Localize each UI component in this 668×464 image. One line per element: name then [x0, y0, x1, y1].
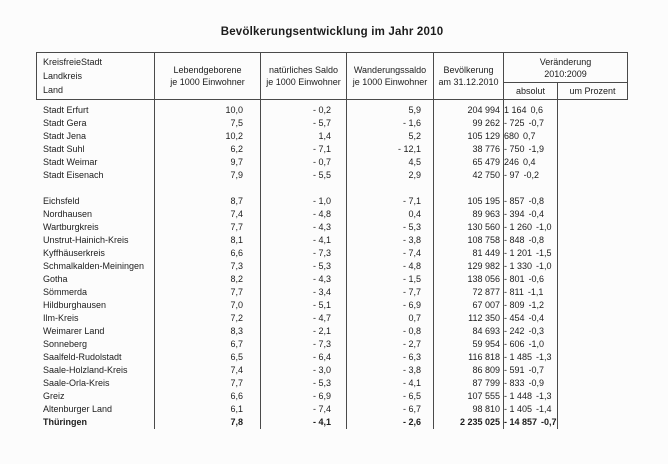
cell-change-percent: -1,0: [536, 222, 552, 232]
cell-migration-balance: - 6,9: [402, 300, 421, 310]
cell-migration-balance: 5,2: [408, 131, 421, 141]
cell-change-percent: [508, 182, 515, 195]
cell-change-percent: -0,8: [528, 235, 545, 245]
cell-migration-balance: 5,9: [408, 105, 421, 115]
table-row: [36, 416, 628, 429]
cell-change-absolute: - 857: [504, 196, 525, 206]
cell-natural-balance: - 7,3: [312, 248, 331, 258]
cell-births-rate: 6,7: [230, 339, 243, 349]
cell-population: 112 350: [468, 313, 500, 323]
cell-region: Saalfeld-Rudolstadt: [43, 352, 122, 362]
header-region-line1: KreisfreieStadt: [43, 57, 103, 67]
cell-natural-balance: - 4,1: [312, 235, 331, 245]
table-header: [36, 52, 628, 100]
cell-migration-balance: - 6,3: [402, 352, 421, 362]
cell-change-absolute: 680: [504, 131, 520, 141]
cell-natural-balance: - 7,1: [312, 144, 331, 154]
cell-natural-balance: - 5,5: [312, 170, 331, 180]
spacer-row: [36, 182, 628, 195]
cell-births-rate: 9,7: [230, 157, 243, 167]
cell-change-absolute: - 833: [504, 378, 525, 388]
cell-change-absolute: - 1 201: [504, 248, 533, 258]
cell-population: [434, 182, 504, 195]
header-change-absolute: absolut: [504, 83, 558, 99]
cell-change-percent: -1,4: [536, 404, 552, 414]
cell-births-rate: [155, 182, 261, 195]
cell-change-absolute: - 14 857: [504, 417, 538, 427]
cell-change-percent: -0,4: [528, 209, 545, 219]
cell-change-absolute: - 591: [504, 365, 525, 375]
cell-region: Nordhausen: [43, 209, 93, 219]
cell-natural-balance: - 6,4: [312, 352, 331, 362]
header-region-line3: Land: [43, 85, 64, 95]
cell-change-percent: -0,8: [528, 196, 545, 206]
cell-region: Altenburger Land: [43, 404, 113, 414]
cell-change-percent: -0,6: [528, 274, 545, 284]
cell-change-absolute: - 1 485: [504, 352, 533, 362]
cell-natural-balance: - 5,7: [312, 118, 331, 128]
cell-change-percent: -1,0: [536, 261, 552, 271]
cell-population: 81 449: [472, 248, 500, 258]
table-row: [36, 286, 628, 299]
table-row: [36, 260, 628, 273]
header-population-line1: Bevölkerung: [443, 65, 494, 75]
cell-change-percent: -1,2: [528, 300, 545, 310]
header-region-line2: Landkreis: [43, 71, 83, 81]
column-separator-2: [260, 100, 261, 429]
cell-change-percent: 0,4: [523, 157, 536, 167]
cell-change-absolute: - 848: [504, 235, 525, 245]
table-row: [36, 390, 628, 403]
header-change-line1: Veränderung: [539, 56, 592, 67]
table-row: [36, 377, 628, 390]
page-title: Bevölkerungsentwicklung im Jahr 2010: [220, 26, 444, 38]
cell-natural-balance: - 6,9: [312, 391, 331, 401]
cell-change-percent: -0,3: [528, 326, 545, 336]
cell-natural-balance: [261, 182, 347, 195]
cell-change-percent: -1,9: [528, 144, 545, 154]
cell-change-percent: -0,7: [528, 365, 545, 375]
header-live-births: [155, 53, 261, 99]
cell-births-rate: 7,8: [230, 417, 243, 427]
cell-migration-balance: [347, 182, 434, 195]
cell-region: Kyffhäuserkreis: [43, 248, 105, 258]
cell-change-percent: -0,2: [523, 170, 540, 180]
cell-natural-balance: - 0,2: [312, 105, 331, 115]
cell-region: Stadt Gera: [43, 118, 87, 128]
cell-migration-balance: - 4,8: [402, 261, 421, 271]
cell-births-rate: 10,0: [225, 105, 243, 115]
cell-population: 42 750: [472, 170, 500, 180]
cell-region: Stadt Erfurt: [43, 105, 89, 115]
cell-births-rate: 6,1: [230, 404, 243, 414]
table-row: [36, 299, 628, 312]
cell-migration-balance: - 0,8: [402, 326, 421, 336]
cell-change-absolute: - 1 405: [504, 404, 533, 414]
cell-region: Hildburghausen: [43, 300, 107, 310]
cell-population: 65 479: [472, 157, 500, 167]
cell-change-percent: -1,1: [527, 287, 544, 297]
cell-change-percent: -0,9: [528, 378, 545, 388]
cell-migration-balance: - 7,7: [402, 287, 421, 297]
cell-region: Stadt Weimar: [43, 157, 98, 167]
cell-change-percent: 0,7: [523, 131, 536, 141]
cell-change-absolute: - 801: [504, 274, 525, 284]
cell-population: 84 693: [472, 326, 500, 336]
cell-change-percent: -1,3: [536, 352, 552, 362]
table-row: [36, 247, 628, 260]
table-row: [36, 143, 628, 156]
cell-population: 86 809: [472, 365, 500, 375]
cell-change-absolute: - 1 330: [504, 261, 533, 271]
cell-births-rate: 7,7: [230, 222, 243, 232]
table-row: [36, 273, 628, 286]
table-row: [36, 234, 628, 247]
cell-region: Ilm-Kreis: [43, 313, 79, 323]
cell-births-rate: 7,4: [230, 365, 243, 375]
header-natural-balance-line2: je 1000 Einwohner: [266, 77, 341, 87]
cell-migration-balance: 0,7: [408, 313, 421, 323]
cell-population: 67 007: [472, 300, 500, 310]
column-separator-3: [346, 100, 347, 429]
table-body: [36, 100, 628, 430]
cell-natural-balance: - 7,3: [312, 339, 331, 349]
cell-births-rate: 8,2: [230, 274, 243, 284]
cell-region: Wartburgkreis: [43, 222, 99, 232]
cell-change-percent: -1,3: [536, 391, 552, 401]
cell-migration-balance: - 5,3: [402, 222, 421, 232]
cell-region: Stadt Eisenach: [43, 170, 104, 180]
cell-migration-balance: - 7,1: [402, 196, 421, 206]
cell-natural-balance: - 5,1: [312, 300, 331, 310]
cell-change-percent: -1,5: [536, 248, 552, 258]
cell-births-rate: 7,9: [230, 170, 243, 180]
header-change-subrow: [504, 83, 627, 99]
cell-births-rate: 7,7: [230, 287, 243, 297]
cell-natural-balance: - 4,3: [312, 222, 331, 232]
cell-births-rate: 6,6: [230, 248, 243, 258]
cell-births-rate: 8,7: [230, 196, 243, 206]
header-migration-balance: [347, 53, 434, 99]
cell-migration-balance: 4,5: [408, 157, 421, 167]
cell-region: Saale-Holzland-Kreis: [43, 365, 128, 375]
header-change-percent: um Prozent: [569, 86, 616, 96]
cell-natural-balance: - 4,7: [312, 313, 331, 323]
header-natural-balance: [261, 53, 347, 99]
header-region: [37, 53, 155, 99]
cell-natural-balance: - 2,1: [312, 326, 331, 336]
cell-migration-balance: - 6,7: [402, 404, 421, 414]
header-migration-balance-line1: Wanderungssaldo: [353, 65, 427, 75]
cell-natural-balance: - 4,1: [312, 417, 331, 427]
cell-change-percent: 0,6: [530, 105, 544, 115]
header-live-births-line2: je 1000 Einwohner: [170, 77, 245, 87]
cell-region: Eichsfeld: [43, 196, 80, 206]
cell-change-absolute: - 1 260: [504, 222, 533, 232]
cell-region: Sonneberg: [43, 339, 88, 349]
table-row: [36, 221, 628, 234]
cell-population: 87 799: [472, 378, 500, 388]
cell-natural-balance: - 1,0: [312, 196, 331, 206]
cell-migration-balance: - 3,8: [402, 235, 421, 245]
header-natural-balance-line1: natürliches Saldo: [268, 65, 339, 75]
cell-population: 99 262: [472, 118, 500, 128]
cell-change-absolute: - 750: [504, 144, 525, 154]
cell-births-rate: 7,7: [230, 378, 243, 388]
header-change-group: [504, 53, 627, 99]
cell-change-absolute: - 242: [504, 326, 525, 336]
cell-natural-balance: - 0,7: [312, 157, 331, 167]
cell-births-rate: 6,5: [230, 352, 243, 362]
cell-natural-balance: - 4,3: [312, 274, 331, 284]
cell-change-absolute: - 606: [504, 339, 525, 349]
header-change-line2: 2010:2009: [544, 68, 587, 79]
cell-population: 107 555: [467, 391, 500, 401]
cell-change-absolute: - 454: [504, 313, 525, 323]
cell-births-rate: 7,2: [230, 313, 243, 323]
table-row: [36, 403, 628, 416]
cell-population: 2 235 025: [459, 417, 500, 427]
cell-region: Stadt Jena: [43, 131, 87, 141]
cell-natural-balance: 1,4: [318, 131, 331, 141]
cell-natural-balance: - 7,4: [312, 404, 331, 414]
table-row: [36, 130, 628, 143]
cell-population: 129 982: [467, 261, 500, 271]
header-population-line2: am 31.12.2010: [438, 77, 499, 87]
column-separator-6: [557, 100, 558, 429]
cell-population: 89 963: [472, 209, 500, 219]
cell-change-absolute: - 97: [504, 170, 520, 180]
cell-region: [37, 182, 155, 195]
table-row: [36, 351, 628, 364]
column-separator-4: [433, 100, 434, 429]
table-row: [36, 104, 628, 117]
cell-migration-balance: 2,9: [408, 170, 421, 180]
cell-change-percent: -1,0: [528, 339, 545, 349]
cell-births-rate: 7,5: [230, 118, 243, 128]
population-table: [36, 52, 628, 430]
cell-region: Gotha: [43, 274, 68, 284]
cell-change-absolute: - 809: [504, 300, 525, 310]
cell-births-rate: 7,0: [230, 300, 243, 310]
cell-population: 105 129: [467, 131, 500, 141]
cell-region: Weimarer Land: [43, 326, 105, 336]
table-row: [36, 312, 628, 325]
header-change-title: [504, 53, 627, 83]
table-row: [36, 338, 628, 351]
cell-region: Greiz: [43, 391, 65, 401]
cell-births-rate: 8,1: [230, 235, 243, 245]
cell-region: Stadt Suhl: [43, 144, 85, 154]
cell-natural-balance: - 5,3: [312, 261, 331, 271]
header-migration-balance-line2: je 1000 Einwohner: [352, 77, 428, 87]
cell-births-rate: 6,2: [230, 144, 243, 154]
column-separator-1: [154, 100, 155, 429]
cell-population: 72 877: [472, 287, 500, 297]
cell-change-absolute: - 1 448: [504, 391, 533, 401]
cell-births-rate: 10,2: [225, 131, 243, 141]
cell-natural-balance: - 3,4: [312, 287, 331, 297]
cell-change-percent: -0,7: [528, 118, 545, 128]
cell-population: 98 810: [472, 404, 500, 414]
cell-change-percent: -0,4: [528, 313, 545, 323]
table-row: [36, 364, 628, 377]
column-separator-5: [503, 100, 504, 429]
cell-change-absolute: 1 164: [504, 105, 527, 115]
cell-region: Schmalkalden-Meiningen: [43, 261, 145, 271]
cell-population: 204 994: [467, 105, 500, 115]
cell-migration-balance: - 4,1: [402, 378, 421, 388]
cell-population: 108 758: [467, 235, 500, 245]
cell-migration-balance: - 12,1: [397, 144, 421, 154]
cell-migration-balance: - 7,4: [402, 248, 421, 258]
cell-change-absolute: - 725: [504, 118, 525, 128]
cell-migration-balance: - 6,5: [402, 391, 421, 401]
table-row: [36, 169, 628, 182]
cell-population: 105 195: [467, 196, 500, 206]
header-live-births-line1: Lebendgeborene: [173, 65, 242, 75]
cell-migration-balance: - 1,5: [402, 274, 421, 284]
cell-change-absolute: 246: [504, 157, 520, 167]
table-body-rows: [36, 104, 628, 429]
cell-migration-balance: - 3,8: [402, 365, 421, 375]
table-row: [36, 208, 628, 221]
cell-region: Sömmerda: [43, 287, 88, 297]
cell-population: 116 818: [468, 352, 500, 362]
table-row: [36, 117, 628, 130]
cell-population: 138 056: [467, 274, 500, 284]
table-row: [36, 156, 628, 169]
cell-change-percent: -0,7: [541, 417, 557, 427]
cell-region: Unstrut-Hainich-Kreis: [43, 235, 129, 245]
cell-population: 130 560: [467, 222, 500, 232]
cell-births-rate: 7,3: [230, 261, 243, 271]
cell-region: Thüringen: [43, 417, 87, 427]
cell-change-absolute: - 394: [504, 209, 525, 219]
header-population: [434, 53, 504, 99]
table-row: [36, 195, 628, 208]
cell-population: 38 776: [472, 144, 500, 154]
cell-natural-balance: - 5,3: [312, 378, 331, 388]
cell-births-rate: 8,3: [230, 326, 243, 336]
cell-population: 59 954: [472, 339, 500, 349]
cell-natural-balance: - 3,0: [312, 365, 331, 375]
table-row: [36, 325, 628, 338]
cell-migration-balance: 0,4: [408, 209, 421, 219]
cell-natural-balance: - 4,8: [312, 209, 331, 219]
cell-births-rate: 6,6: [230, 391, 243, 401]
cell-change-absolute: - 811: [504, 287, 524, 297]
cell-births-rate: 7,4: [230, 209, 243, 219]
cell-migration-balance: - 1,6: [402, 118, 421, 128]
cell-migration-balance: - 2,6: [402, 417, 421, 427]
cell-migration-balance: - 2,7: [402, 339, 421, 349]
cell-region: Saale-Orla-Kreis: [43, 378, 110, 388]
